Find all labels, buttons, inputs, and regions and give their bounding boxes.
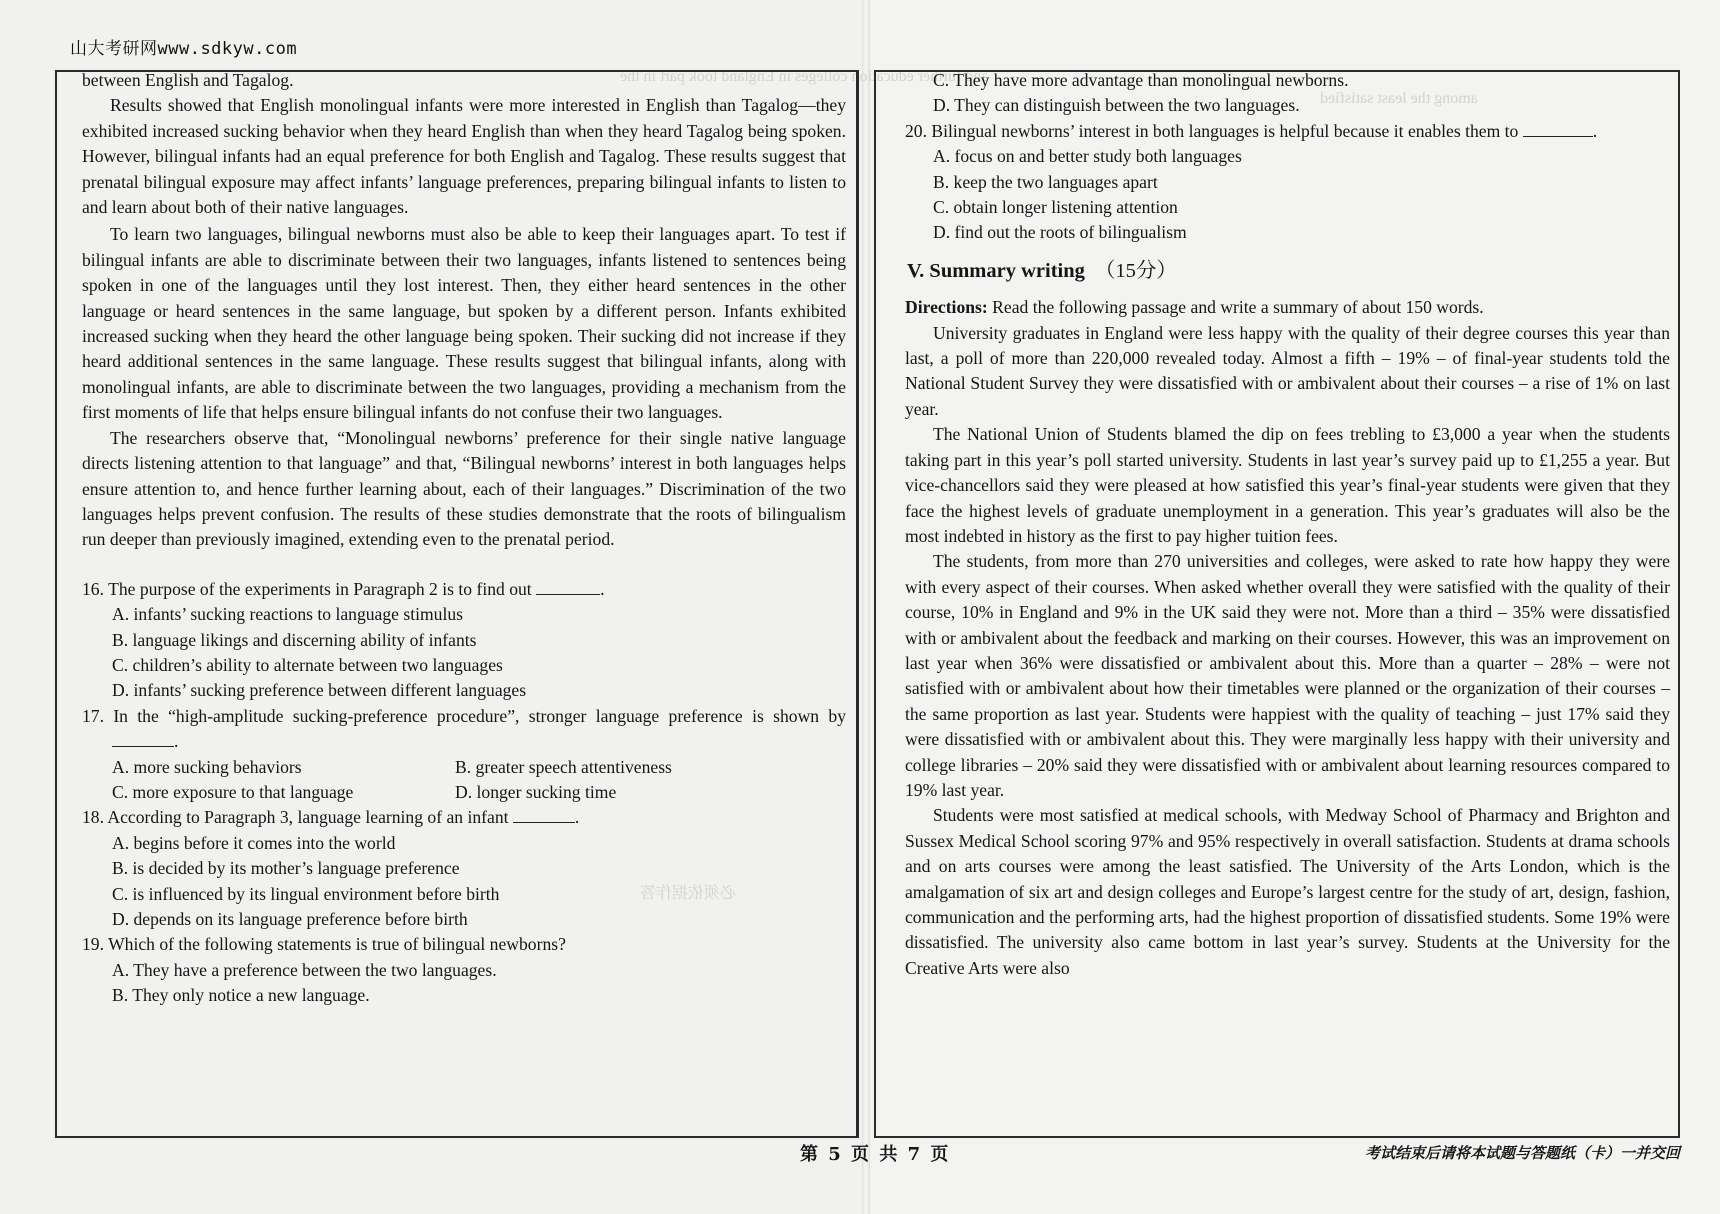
summary-paragraph-4: Students were most satisfied at medical schools, with Medway School of Pharmacy and Brighton and Sussex Medical School scoring 97% and 95% respectively in overall satisfaction. Students at drama schools and on arts courses were among the least satisfied. The University of the Arts London, which is the amalgamation of six art and design colleges and Europe’s largest centre for the study of art, design, fashion, communication and the performing arts, had the highest proportion of dissatisfied students. Some 19% were dissatisfied. The university also came bottom in last year’s survey. Students at the University for the Creative Arts were also xyxy=(905,805,1670,978)
option-d: D. find out the roots of bilingualism xyxy=(933,222,1187,243)
directions-text: Read the following passage and write a summary of about 150 words. xyxy=(987,297,1484,318)
answer-blank xyxy=(1523,119,1593,137)
left-column xyxy=(82,68,846,1009)
option-a: A. more sucking behaviors xyxy=(112,756,302,777)
option-a: A. focus on and better study both languages xyxy=(933,146,1242,167)
question-19 xyxy=(82,932,846,1008)
option-c: C. is influenced by its lingual environment before birth xyxy=(112,883,500,904)
answer-blank xyxy=(513,805,575,823)
option-d: D. They can distinguish between the two languages. xyxy=(933,95,1300,116)
answer-blank xyxy=(536,577,600,595)
question-16 xyxy=(82,577,846,704)
question-stem: 20. Bilingual newborns’ interest in both languages is helpful because it enables them to . xyxy=(905,120,1598,141)
summary-paragraph-2: The National Union of Students blamed the dip on fees trebling to £3,000 a year when the students taking part in this year’s poll started university. Students in last year’s survey paid up to £1,255 a year. But vice-chancellors said they were pleased at how satisfied this year’s final-year students were given that they face the highest levels of graduate unemployment in a generation. This year’s graduates will also be the most indebted in history as the first to pay higher tuition fees. xyxy=(905,424,1670,546)
question-20 xyxy=(905,119,1670,246)
option-a: A. begins before it comes into the world xyxy=(112,832,396,853)
options-row-cd xyxy=(82,780,846,805)
section-heading xyxy=(907,259,1670,284)
option-a: A. They have a preference between the two languages. xyxy=(112,959,497,980)
option-b: B. They only notice a new language. xyxy=(112,985,370,1006)
directions xyxy=(905,295,1670,320)
page-number: 第 5 页 共 7 页 xyxy=(800,1144,951,1165)
option-b: B. language likings and discerning ability of infants xyxy=(112,629,477,650)
option-b: B. greater speech attentiveness xyxy=(455,756,672,777)
passage-paragraph-4: The researchers observe that, “Monolingual newborns’ preference for their single native language directs listening attention to that language” and that, “Bilingual newborns’ interest in both languages helps ensure attention to, and hence further learning about, each of their languages.” Discrimination of the two languages helps prevent confusion. The results of these studies demonstrate that the roots of bilingualism run deeper than previously imagined, extending even to the prenatal period. xyxy=(82,427,846,550)
option-d: D. infants’ sucking preference between different languages xyxy=(112,680,527,701)
directions-label: Directions: xyxy=(905,297,988,318)
passage-paragraph-3: To learn two languages, bilingual newborns must also be able to keep their languages apart. To test if bilingual infants are able to discriminate between their two languages, infants listened to sentences being spoken in one of the languages until they lost interest. Then, they either heard sentences in the other language or heard sentences in the same language, but spoken by a different person. Infants exhibited increased sucking when they heard the other language being spoken. Their sucking did not increase if they heard additional sentences in the same language. These results suggest that bilingual infants, along with monolingual infants, are able to discriminate between the two languages, providing a mechanism from the first moments of life that helps ensure bilingual infants do not confuse their two languages. xyxy=(82,224,846,423)
section-title: V. Summary writing xyxy=(907,259,1085,282)
summary-paragraph-3: The students, from more than 270 universities and colleges, were asked to rate how happy they were with every aspect of their courses. When asked whether overall they were satisfied with the quality of their course, 10% in England and 9% in the UK said they were not. More than a third – 35% were dissatisfied with or ambivalent about the feedback and marking on their courses. However, this was an improvement on last year when 36% were dissatisfied or ambivalent about this. More than a quarter – 28% – were not satisfied with or ambivalent about how their timetables were planned or the organization of their courses – the same proportion as last year. Students were happiest with the quality of teaching – just 17% said they were dissatisfied with or ambivalent about this. They were marginally less happy with their university and college libraries – 20% said they were dissatisfied with or ambivalent about learning resources compared to 19% last year. xyxy=(905,551,1670,800)
question-stem: 16. The purpose of the experiments in Paragraph 2 is to find out . xyxy=(82,578,605,599)
option-b: B. keep the two languages apart xyxy=(933,171,1158,192)
bleed-through-mark: and further education colleges in England took part in the xyxy=(620,68,989,85)
passage-paragraph-1-end: between English and Tagalog. xyxy=(82,70,294,90)
question-stem: 17. In the “high-amplitude sucking-preference procedure”, stronger language preference is shown by . xyxy=(82,705,846,752)
option-a: A. infants’ sucking reactions to language stimulus xyxy=(112,604,463,625)
answer-blank xyxy=(112,729,174,747)
question-stem: 18. According to Paragraph 3, language learning of an infant . xyxy=(82,807,580,828)
footer-note: 考试结束后请将本试题与答题纸（卡）一并交回 xyxy=(1364,1144,1680,1162)
section-score: （15分） xyxy=(1094,259,1177,282)
bleed-through-mark: among the least satisfied xyxy=(1320,90,1478,107)
question-stem: 19. Which of the following statements is true of bilingual newborns? xyxy=(82,934,566,955)
page-gutter xyxy=(862,0,870,1214)
question-19-continued xyxy=(905,68,1670,119)
option-d: D. longer sucking time xyxy=(455,781,617,802)
option-c: C. They have more advantage than monolingual newborns. xyxy=(933,70,1349,90)
option-c: C. more exposure to that language xyxy=(112,781,354,802)
bleed-through-mark: 必须依据作答 xyxy=(640,885,737,902)
option-b: B. is decided by its mother’s language preference xyxy=(112,858,460,879)
summary-paragraph-1: University graduates in England were less happy with the quality of their degree courses this year than last, a poll of more than 220,000 revealed today. Almost a fifth – 19% – of final-year students told the National Student Survey they were dissatisfied with or ambivalent about their courses – a rise of 1% on last year. xyxy=(905,322,1670,419)
options-row-ab xyxy=(82,755,846,780)
site-watermark: 山大考研网www.sdkyw.com xyxy=(70,39,298,59)
option-c: C. children’s ability to alternate between two languages xyxy=(112,654,503,675)
right-column xyxy=(905,68,1670,981)
passage-paragraph-2: Results showed that English monolingual infants were more interested in English than Tagalog—they exhibited increased sucking behavior when they heard English than when they heard Tagalog being spoken. However, bilingual infants had an equal preference for both English and Tagalog. These results suggest that prenatal bilingual exposure may affect infants’ language preferences, preparing bilingual infants to listen to and learn about both of their native languages. xyxy=(82,95,846,218)
option-d: D. depends on its language preference before birth xyxy=(112,909,468,929)
option-c: C. obtain longer listening attention xyxy=(933,197,1178,218)
question-17 xyxy=(82,704,846,806)
question-18 xyxy=(82,805,846,932)
